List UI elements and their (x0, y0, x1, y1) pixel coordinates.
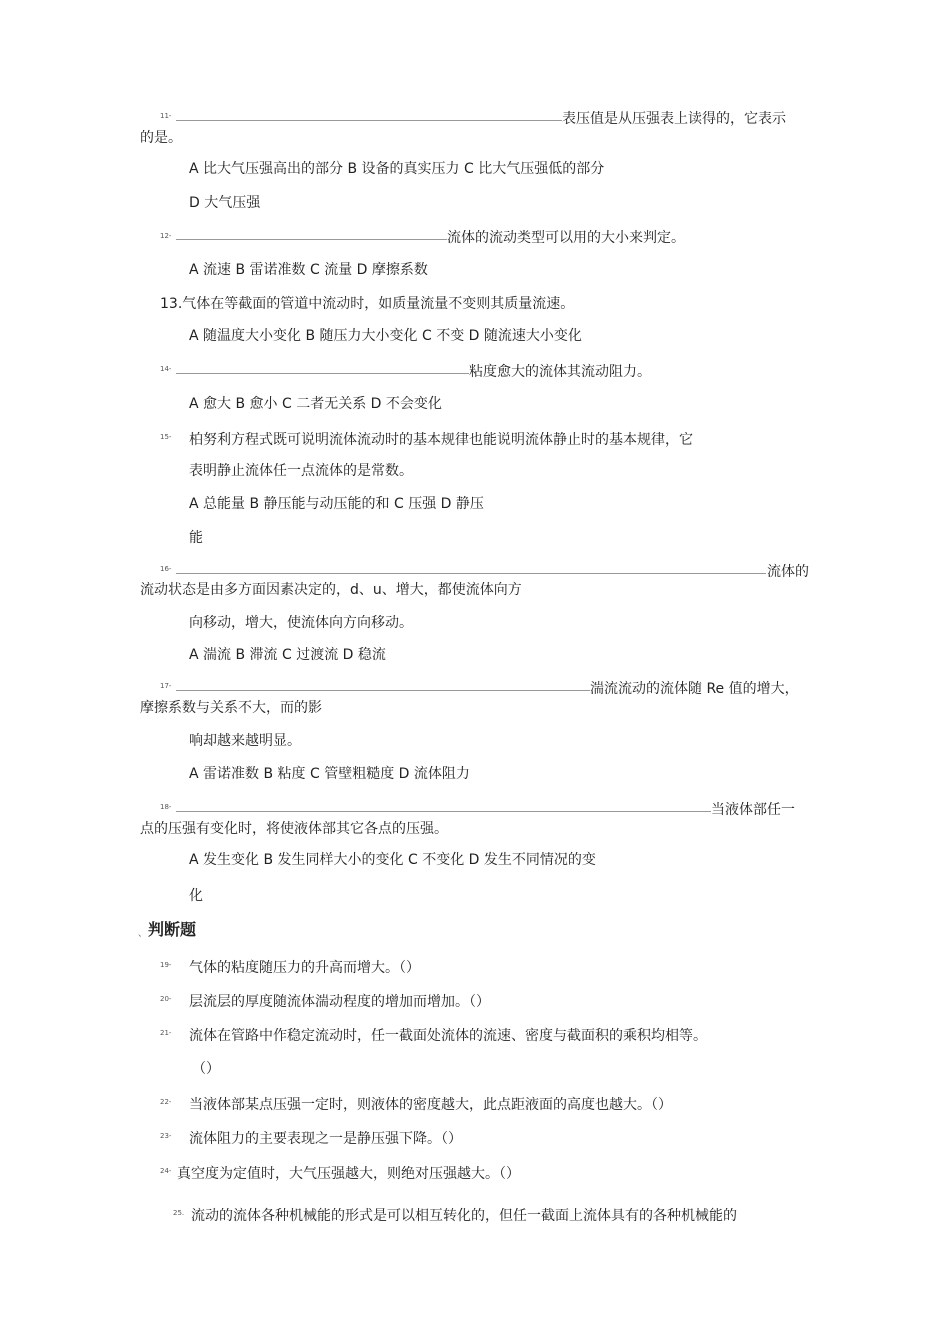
question-options: 能 (189, 530, 203, 546)
answer-blank (176, 373, 469, 374)
question-options: A 比大气压强高出的部分 B 设备的真实压力 C 比大气压强低的部分 (189, 161, 605, 177)
answer-blank (176, 690, 590, 691)
tf-question-text: 流体在管路中作稳定流动时，任一截面处流体的流速、密度与截面积的乘积均相等。 (189, 1028, 707, 1044)
question-number: 25. (173, 1209, 185, 1217)
question-options: A 随温度大小变化 B 随压力大小变化 C 不变 D 随流速大小变化 (189, 328, 582, 344)
question-number: 11- (160, 112, 172, 120)
question-options: A 发生变化 B 发生同样大小的变化 C 不变化 D 发生不同情况的变 (189, 852, 596, 868)
answer-blank (176, 811, 711, 812)
answer-blank (176, 120, 562, 121)
section-mark: 、 (138, 929, 148, 939)
answer-blank (176, 573, 766, 574)
question-text: 流体的 (767, 564, 809, 580)
question-options: A 愈大 B 愈小 C 二者无关系 D 不会变化 (189, 396, 442, 412)
question-options: A 流速 B 雷诺准数 C 流量 D 摩擦系数 (189, 262, 428, 278)
section-title: 判断题 (148, 920, 197, 939)
question-text-continuation: 点的压强有变化时，将使液体部其它各点的压强。 (140, 821, 448, 837)
question-number: 21- (160, 1029, 172, 1037)
question-number: 23- (160, 1132, 172, 1140)
question-options: A 雷诺准数 B 粘度 C 管壁粗糙度 D 流体阻力 (189, 766, 470, 782)
question-number: 22- (160, 1098, 172, 1106)
question-number: 15- (160, 433, 172, 441)
question-text-continuation: 流动状态是由多方面因素决定的，d、u、增大，都使流体向方 (140, 582, 522, 598)
question-text-continuation: 的是。 (140, 130, 182, 146)
tf-question-text: 真空度为定值时，大气压强越大，则绝对压强越大。（） (177, 1166, 520, 1182)
question-number: 19- (160, 961, 172, 969)
question-text-continuation: 摩擦系数与关系不大，而的影 (140, 700, 322, 716)
question-number: 20- (160, 995, 172, 1003)
question-text: 柏努利方程式既可说明流体流动时的基本规律也能说明流体静止时的基本规律，它 (189, 432, 693, 448)
question-text: 粘度愈大的流体其流动阻力。 (469, 364, 651, 380)
question-text: 当液体部任一 (711, 802, 795, 818)
question-text: 表压值是从压强表上读得的，它表示 (562, 111, 786, 127)
question-options: 化 (189, 888, 203, 904)
question-number: 16- (160, 565, 172, 573)
question-options: D 大气压强 (189, 195, 261, 211)
question-text: 湍流流动的流体随 Re 值的增大， (590, 681, 799, 697)
question-number: 17- (160, 682, 172, 690)
question-options: A 总能量 B 静压能与动压能的和 C 压强 D 静压 (189, 496, 484, 512)
question-text: 流体的流动类型可以用的大小来判定。 (447, 230, 685, 246)
question-number: 12- (160, 232, 172, 240)
tf-question-text: 层流层的厚度随流体湍动程度的增加而增加。（） (189, 994, 490, 1010)
question-number: 24- (160, 1167, 172, 1175)
tf-question-text: 流动的流体各种机械能的形式是可以相互转化的，但任一截面上流体具有的各种机械能的 (191, 1208, 737, 1224)
question-text: 13.气体在等截面的管道中流动时，如质量流量不变则其质量流速。 (160, 296, 575, 312)
question-text-continuation: 表明静止流体任一点流体的是常数。 (189, 463, 413, 479)
tf-question-text: 流体阻力的主要表现之一是静压强下降。（） (189, 1131, 462, 1147)
question-options: A 湍流 B 滞流 C 过渡流 D 稳流 (189, 647, 386, 663)
question-number: 14- (160, 365, 172, 373)
answer-blank (176, 239, 447, 240)
tf-question-text: 气体的粘度随压力的升高而增大。（） (189, 960, 420, 976)
question-text-continuation: 向移动，增大，使流体向方向移动。 (189, 615, 413, 631)
question-text-continuation: 响却越来越明显。 (189, 733, 301, 749)
tf-question-text-continuation: （） (192, 1061, 220, 1077)
tf-question-text: 当液体部某点压强一定时，则液体的密度越大，此点距液面的高度也越大。（） (189, 1097, 672, 1113)
question-number: 18- (160, 803, 172, 811)
